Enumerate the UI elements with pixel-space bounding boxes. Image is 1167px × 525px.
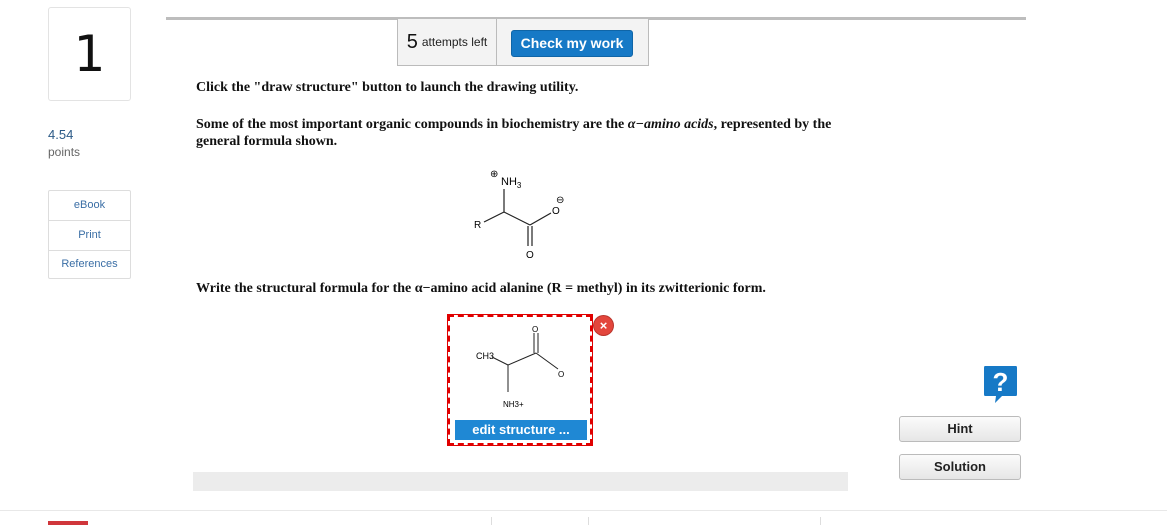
intro-term: α−amino acids — [627, 117, 714, 132]
bottom-tick — [588, 517, 589, 525]
formula-o-minus: O — [552, 206, 560, 217]
check-my-work-button[interactable]: Check my work — [511, 30, 633, 57]
edit-structure-button[interactable]: edit structure ... — [455, 420, 587, 440]
attempts-text: attempts left — [421, 35, 488, 49]
points-value: 4.54 — [48, 127, 74, 142]
solution-button[interactable]: Solution — [899, 454, 1021, 480]
bottom-tick — [820, 517, 821, 525]
intro-after: , represented by the general formula shown. — [196, 117, 832, 149]
ebook-link[interactable]: eBook — [49, 191, 130, 221]
help-icon[interactable] — [982, 364, 1019, 404]
drawing-ch3: CH3 — [476, 351, 495, 361]
intro-before: Some of the most important organic compounds in biochemistry are the — [196, 117, 628, 132]
question-number-box — [48, 7, 131, 101]
help-question-mark: ? — [992, 367, 1009, 397]
bottom-accent — [48, 521, 88, 525]
instruction-text: Click the "draw structure" button to launch the drawing utility. — [196, 80, 579, 95]
drawing-nh3: NH3+ — [503, 400, 524, 409]
print-link[interactable]: Print — [49, 221, 130, 251]
attempts-count: 5 — [406, 30, 418, 53]
attempts-indicator — [397, 19, 497, 66]
drawing-o-top: O — [532, 325, 539, 334]
drawing-o-right: O — [558, 370, 565, 379]
resource-links — [48, 190, 131, 279]
check-work-container — [497, 19, 649, 66]
intro-text — [196, 116, 856, 150]
formula-r: R — [474, 220, 482, 231]
question-number: 1 — [73, 25, 106, 83]
progress-bar — [193, 472, 848, 491]
references-link[interactable]: References — [61, 258, 118, 270]
formula-minus: ⊖ — [556, 195, 565, 206]
close-icon[interactable]: × — [594, 316, 613, 335]
alanine-structure — [450, 317, 590, 417]
formula-plus: ⊕ — [490, 169, 499, 180]
points-label: points — [48, 145, 81, 159]
formula-nh3: $NH_3$ — [501, 176, 522, 190]
bottom-divider — [0, 510, 1167, 511]
hint-button[interactable]: Hint — [899, 416, 1021, 442]
formula-o: O — [526, 250, 534, 261]
general-amino-acid-formula — [460, 165, 590, 265]
bottom-tick — [491, 517, 492, 525]
task-text: Write the structural formula for the α−amino acid alanine (R = methyl) in its zwitterionic form. — [196, 281, 766, 296]
